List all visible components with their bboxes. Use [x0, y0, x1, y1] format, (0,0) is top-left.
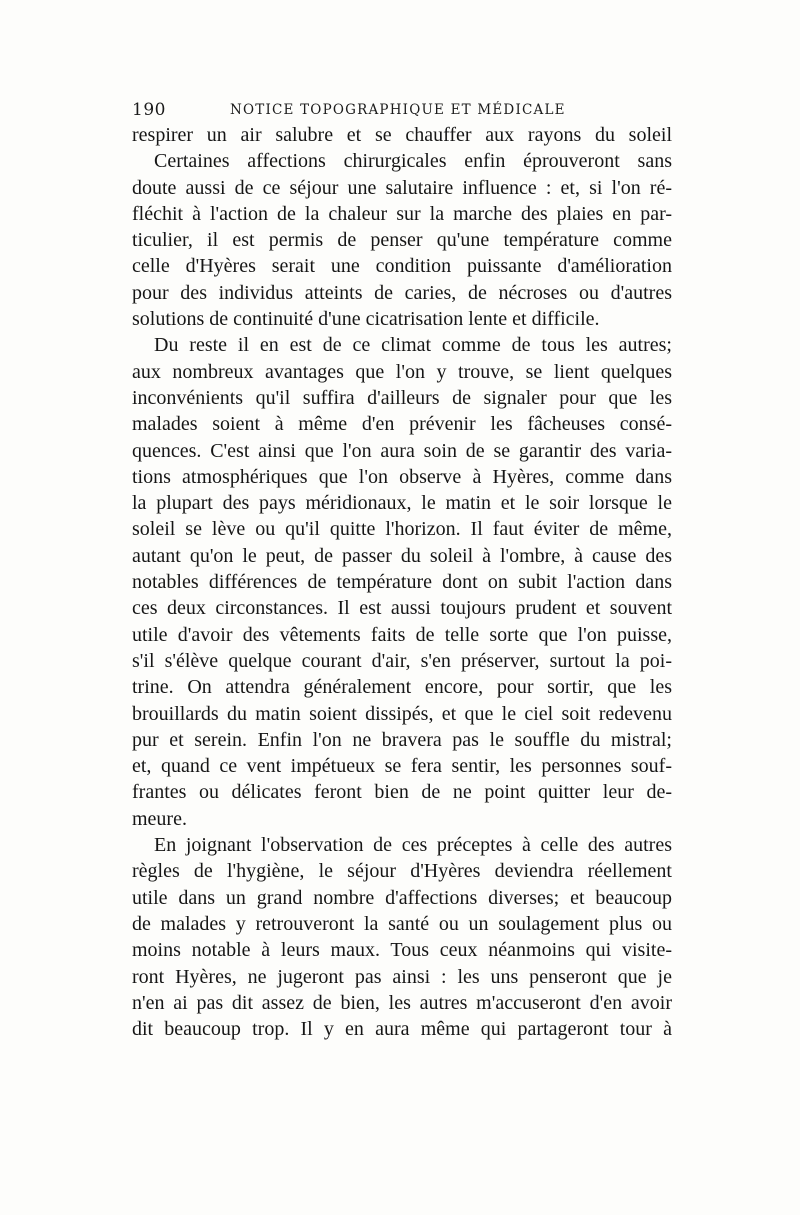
running-title: NOTICE TOPOGRAPHIQUE ET MÉDICALE [230, 102, 566, 118]
text-line: notables différences de température dont on subit l'action dans [132, 571, 672, 594]
text-line: ront Hyères, ne jugeront pas ainsi : les uns penseront que je [132, 965, 672, 988]
text-line: pur et serein. Enfin l'on ne bravera pas le souffle du mistral; [132, 728, 672, 751]
page-number: 190 [132, 100, 166, 120]
text-line: brouillards du matin soient dissipés, et que le ciel soit redevenu [132, 702, 672, 725]
text-line: trine. On attendra généralement encore, pour sortir, que les [132, 676, 672, 699]
text-line: malades soient à même d'en prévenir les fâcheuses consé- [132, 413, 672, 436]
text-line: ticulier, il est permis de penser qu'une température comme [132, 229, 672, 252]
text-line: la plupart des pays méridionaux, le matin et le soir lorsque le [132, 492, 672, 515]
text-line: ces deux circonstances. Il est aussi toujours prudent et souvent [132, 597, 672, 620]
text-line: et, quand ce vent impétueux se fera sentir, les personnes souf- [132, 755, 672, 778]
text-line: pour des individus atteints de caries, de nécroses ou d'autres [132, 281, 672, 304]
text-line: Certaines affections chirurgicales enfin éprouveront sans [154, 150, 672, 173]
text-line: tions atmosphériques que l'on observe à Hyères, comme dans [132, 465, 672, 488]
text-line: utile d'avoir des vêtements faits de telle sorte que l'on puisse, [132, 623, 672, 646]
text-line: En joignant l'observation de ces préceptes à celle des autres [154, 834, 672, 857]
text-line: moins notable à leurs maux. Tous ceux néanmoins qui visite- [132, 939, 672, 962]
text-line: utile dans un grand nombre d'affections diverses; et beaucoup [132, 886, 672, 909]
text-line: dit beaucoup trop. Il y en aura même qui partageront tour à [132, 1018, 672, 1041]
text-line: aux nombreux avantages que l'on y trouve, se lient quelques [132, 360, 672, 383]
text-line: meure. [132, 807, 187, 830]
text-line: fléchit à l'action de la chaleur sur la marche des plaies en par- [132, 202, 672, 225]
text-line: de malades y retrouveront la santé ou un soulagement plus ou [132, 912, 672, 935]
text-line: inconvénients qu'il suffira d'ailleurs de signaler pour que les [132, 386, 672, 409]
text-line: respirer un air salubre et se chauffer aux rayons du soleil [132, 124, 672, 146]
text-line: règles de l'hygiène, le séjour d'Hyères deviendra réellement [132, 860, 672, 883]
text-line: s'il s'élève quelque courant d'air, s'en préserver, surtout la poi- [132, 649, 672, 672]
text-line: n'en ai pas dit assez de bien, les autres m'accuseront d'en avoir [132, 991, 672, 1014]
page-header [132, 100, 672, 124]
text-line: quences. C'est ainsi que l'on aura soin de se garantir des varia- [132, 439, 672, 462]
text-line: doute aussi de ce séjour une salutaire influence : et, si l'on ré- [132, 176, 672, 199]
text-line: celle d'Hyères serait une condition puissante d'amélioration [132, 255, 672, 278]
text-line: Du reste il en est de ce climat comme de tous les autres; [154, 334, 672, 357]
text-line: autant qu'on le peut, de passer du soleil à l'ombre, à cause des [132, 544, 672, 567]
body-text [132, 122, 672, 1042]
text-line: frantes ou délicates feront bien de ne point quitter leur de- [132, 781, 672, 804]
text-line: solutions de continuité d'une cicatrisation lente et difficile. [132, 308, 600, 331]
text-line: soleil se lève ou qu'il quitte l'horizon. Il faut éviter de même, [132, 518, 672, 541]
